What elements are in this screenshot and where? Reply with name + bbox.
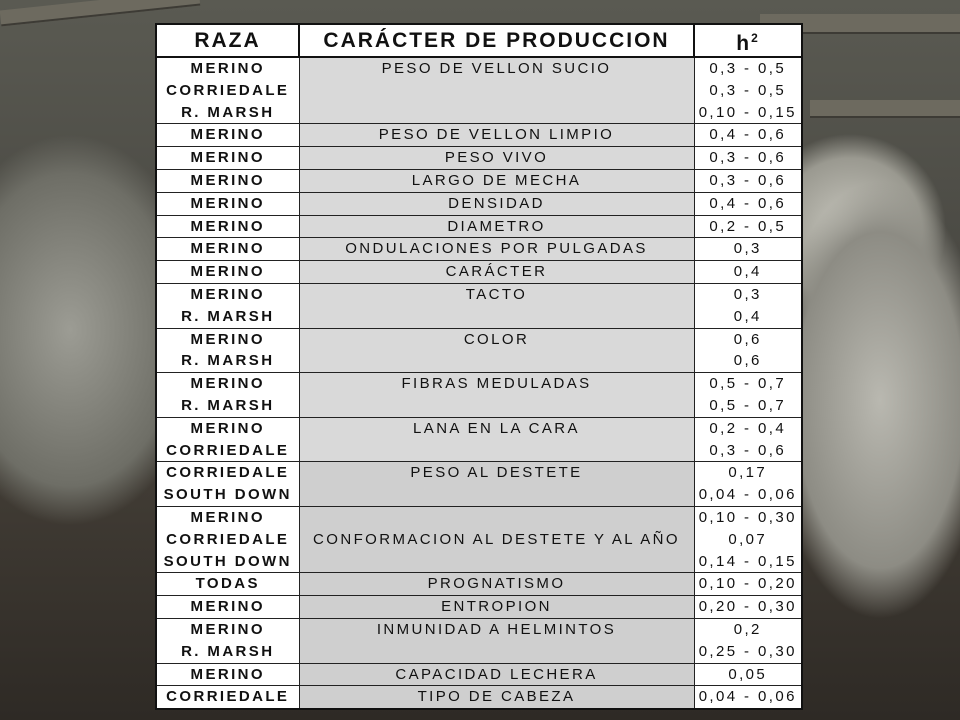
raza-name: MERINO [190,419,265,437]
caracter-cell [299,618,694,663]
raza-cell [156,596,299,619]
heritability-value: 0,6 [733,352,762,370]
raza-name: MERINO [190,375,265,393]
caracter-name: ENTROPION [441,598,552,616]
raza-cell [156,417,299,462]
heritability-value: 0,3 - 0,6 [709,441,787,459]
raza-cell [156,506,299,572]
caracter-cell [299,663,694,686]
caracter-cell [299,596,694,619]
caracter-name: DIAMETRO [447,217,546,235]
raza-name: MERINO [190,240,265,258]
table-row [156,573,802,596]
raza-name: R. MARSH [181,396,275,414]
raza-cell [156,147,299,170]
caracter-name: PROGNATISMO [427,575,566,593]
caracter-cell [299,573,694,596]
caracter-name: CONFORMACION AL DESTETE Y AL AÑO [313,530,680,548]
heritability-value: 0,3 - 0,6 [709,171,787,189]
raza-cell [156,618,299,663]
raza-cell [156,192,299,215]
raza-name: R. MARSH [181,307,275,325]
heritability-value: 0,10 - 0,15 [698,103,797,121]
caracter-name: PESO VIVO [444,149,549,167]
heritability-value: 0,4 - 0,6 [709,194,787,212]
raza-cell [156,169,299,192]
heritability-cell [694,506,802,572]
raza-name: MERINO [190,263,265,281]
heritability-cell [694,686,802,709]
raza-cell [156,573,299,596]
table-row [156,506,802,572]
heritability-value: 0,07 [728,530,768,548]
heritability-value: 0,2 - 0,4 [709,419,787,437]
heritability-cell [694,261,802,284]
heritability-cell [694,373,802,418]
heritability-value: 0,3 [733,240,762,258]
heritability-value: 0,10 - 0,30 [698,508,797,526]
table-row [156,462,802,507]
caracter-cell [299,169,694,192]
heritability-value: 0,04 - 0,06 [698,688,797,706]
heritability-value: 0,25 - 0,30 [698,642,797,660]
heritability-cell [694,192,802,215]
caracter-cell [299,215,694,238]
caracter-cell [299,124,694,147]
heritability-value: 0,5 - 0,7 [709,375,787,393]
heritability-value: 0,04 - 0,06 [698,486,797,504]
table-row [156,328,802,373]
table-row [156,373,802,418]
heritability-value: 0,05 [728,665,768,683]
table-row [156,192,802,215]
raza-cell [156,261,299,284]
heritability-table [155,23,803,710]
raza-name: R. MARSH [181,103,275,121]
heritability-cell [694,573,802,596]
raza-cell [156,373,299,418]
caracter-name: CAPACIDAD LECHERA [395,665,598,683]
heritability-value: 0,5 - 0,7 [709,396,787,414]
caracter-cell [299,283,694,328]
table-row [156,596,802,619]
raza-name: MERINO [190,620,265,638]
raza-name: MERINO [190,194,265,212]
heritability-value: 0,3 - 0,6 [709,149,787,167]
caracter-name: ONDULACIONES POR PULGADAS [345,240,648,258]
table-row [156,618,802,663]
table-row [156,686,802,709]
caracter-name: FIBRAS MEDULADAS [401,375,592,393]
heritability-value: 0,4 - 0,6 [709,126,787,144]
caracter-name: INMUNIDAD A HELMINTOS [376,620,617,638]
raza-name: MERINO [190,60,265,77]
heritability-cell [694,328,802,373]
raza-name: CORRIEDALE [166,688,290,706]
table-header-row [156,24,802,57]
heritability-value: 0,10 - 0,20 [698,575,797,593]
raza-cell [156,328,299,373]
heritability-cell [694,618,802,663]
heritability-cell [694,596,802,619]
raza-name: R. MARSH [181,642,275,660]
header-h2-base: h [736,31,752,55]
raza-name: MERINO [190,217,265,235]
raza-name: MERINO [190,330,265,348]
heritability-value: 0,3 [733,285,762,303]
raza-name: TODAS [195,575,260,593]
table-row [156,261,802,284]
heritability-cell [694,238,802,261]
raza-cell [156,238,299,261]
heritability-value: 0,3 - 0,5 [709,60,787,77]
heritability-value: 0,2 [733,620,762,638]
heritability-cell [694,169,802,192]
table-row [156,215,802,238]
table-row [156,663,802,686]
caracter-cell [299,373,694,418]
raza-name: MERINO [190,171,265,189]
heritability-value: 0,17 [728,464,768,482]
caracter-name: PESO DE VELLON LIMPIO [378,126,615,144]
caracter-name: DENSIDAD [448,194,545,212]
heritability-cell [694,283,802,328]
heritability-value: 0,6 [733,330,762,348]
caracter-cell [299,57,694,124]
caracter-cell [299,462,694,507]
caracter-cell [299,417,694,462]
raza-cell [156,215,299,238]
table-row [156,147,802,170]
caracter-name: COLOR [463,330,530,348]
caracter-name: TIPO DE CABEZA [417,688,576,706]
heritability-cell [694,147,802,170]
table-body [156,57,802,709]
raza-name: CORRIEDALE [166,81,290,99]
table-row [156,283,802,328]
raza-name: MERINO [190,598,265,616]
raza-cell [156,124,299,147]
table-row [156,417,802,462]
raza-name: MERINO [190,285,265,303]
raza-name: SOUTH DOWN [163,486,292,504]
heritability-cell [694,663,802,686]
heritability-cell [694,57,802,124]
caracter-name: TACTO [465,285,528,303]
raza-name: MERINO [190,126,265,144]
caracter-name: PESO DE VELLON SUCIO [381,60,612,77]
table-row [156,124,802,147]
table-row [156,238,802,261]
raza-name: SOUTH DOWN [163,552,292,570]
raza-name: MERINO [190,665,265,683]
caracter-cell [299,147,694,170]
raza-cell [156,283,299,328]
header-raza: RAZA [156,24,299,57]
caracter-name: PESO AL DESTETE [410,464,583,482]
header-heritability [694,24,802,57]
raza-name: CORRIEDALE [166,441,290,459]
raza-name: CORRIEDALE [166,530,290,548]
heritability-cell [694,124,802,147]
caracter-cell [299,686,694,709]
raza-name: MERINO [190,149,265,167]
caracter-cell [299,506,694,572]
heritability-value: 0,3 - 0,5 [709,81,787,99]
caracter-name: LANA EN LA CARA [413,419,580,437]
heritability-value: 0,4 [733,263,762,281]
raza-name: MERINO [190,508,265,526]
raza-cell [156,462,299,507]
heritability-cell [694,417,802,462]
heritability-cell [694,462,802,507]
heritability-value: 0,14 - 0,15 [698,552,797,570]
header-caracter: CARÁCTER DE PRODUCCION [299,24,694,57]
heritability-value: 0,4 [733,307,762,325]
heritability-cell [694,215,802,238]
heritability-value: 0,2 - 0,5 [709,217,787,235]
heritability-value: 0,20 - 0,30 [698,598,797,616]
caracter-cell [299,328,694,373]
raza-cell [156,663,299,686]
caracter-name: CARÁCTER [445,263,548,281]
caracter-cell [299,238,694,261]
caracter-name: LARGO DE MECHA [411,171,582,189]
raza-name: R. MARSH [181,352,275,370]
raza-cell [156,686,299,709]
caracter-cell [299,192,694,215]
caracter-cell [299,261,694,284]
table-row [156,57,802,124]
header-h2-sup: 2 [751,30,760,45]
table-row [156,169,802,192]
raza-name: CORRIEDALE [166,464,290,482]
raza-cell [156,57,299,124]
